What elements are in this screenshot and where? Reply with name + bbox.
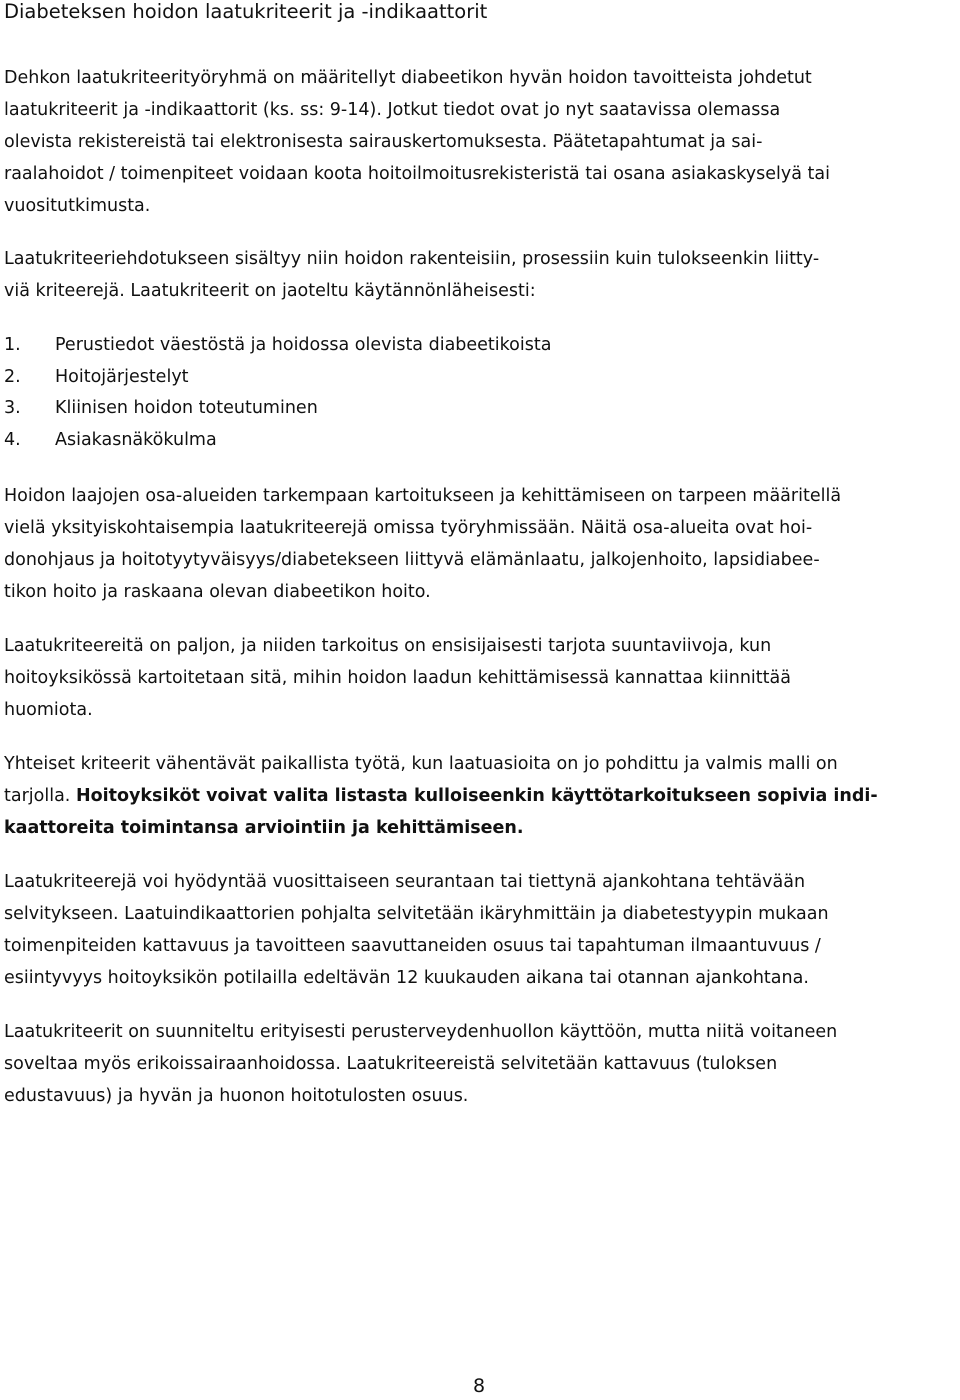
- list-item: [4, 393, 551, 425]
- text-fragment: tarjolla.: [4, 786, 76, 806]
- text-line: Yhteiset kriteerit vähentävät paikallista työtä, kun laatuasioita on jo pohdittu ja valmis malli on: [4, 754, 838, 774]
- text-line: Hoidon laajojen osa-alueiden tarkempaan kartoitukseen ja kehittämiseen on tarpeen määritellä: [4, 486, 842, 506]
- list-number: 2.: [4, 366, 21, 387]
- usage-paragraph: [4, 866, 958, 994]
- text-line: edustavuus) ja hyvän ja huonon hoitotulosten osuus.: [4, 1086, 469, 1106]
- text-line: raalahoidot / toimenpiteet voidaan koota hoitoilmoitusrekisteristä tai osana asiakaskyselyä tai: [4, 164, 830, 184]
- text-line: tikon hoito ja raskaana olevan diabeetikon hoito.: [4, 582, 431, 602]
- text-line: toimenpiteiden kattavuus ja tavoitteen saavuttaneiden osuus tai tapahtuman ilmaantuvuus /: [4, 936, 821, 956]
- emphasized-text: Hoitoyksiköt voivat valita listasta kulloiseenkin käyttötarkoitukseen sopivia indi-: [75, 786, 878, 806]
- list-number: 1.: [4, 335, 21, 355]
- text-line: Laatukriteerit on suunniteltu erityisesti perusterveydenhuollon käyttöön, mutta niitä voitaneen: [4, 1022, 838, 1042]
- list-item-text: Asiakasnäkökulma: [55, 429, 217, 450]
- text-line: Dehkon laatukriteerityöryhmä on määritellyt diabeetikon hyvän hoidon tavoitteista johdetut: [4, 68, 812, 88]
- page-number: 8: [473, 1375, 486, 1397]
- criteria-intro-paragraph: [4, 243, 958, 307]
- intro-paragraph: [4, 62, 958, 222]
- text-line: Laatukriteereitä on paljon, ja niiden tarkoitus on ensisijaisesti tarjota suuntaviivoja, kun: [4, 636, 772, 656]
- text-line: esiintyvyys hoitoyksikön potilailla edeltävän 12 kuukauden aikana tai otannan ajankohtana.: [4, 968, 809, 988]
- text-line: Laatukriteerejä voi hyödyntää vuosittaiseen seurantaan tai tiettynä ajankohtana tehtävään: [4, 872, 806, 892]
- emphasized-text: kaattoreita toimintansa arviointiin ja kehittämiseen.: [4, 818, 524, 838]
- purpose-paragraph: [4, 630, 958, 726]
- text-line: hoitoyksikössä kartoitetaan sitä, mihin hoidon laadun kehittämisessä kannattaa kiinnittää: [4, 668, 791, 688]
- text-line: viä kriteerejä. Laatukriteerit on jaoteltu käytännönläheisesti:: [4, 281, 536, 301]
- common-criteria-paragraph: [4, 748, 958, 844]
- list-item-text: Perustiedot väestöstä ja hoidossa olevista diabeetikoista: [55, 335, 552, 355]
- list-item: [4, 425, 551, 457]
- text-line: laatukriteerit ja -indikaattorit (ks. ss: 9-14). Jotkut tiedot ovat jo nyt saatavissa olemassa: [4, 100, 781, 120]
- list-item: [4, 330, 551, 362]
- design-paragraph: [4, 1016, 958, 1112]
- text-line: donohjaus ja hoitotyytyväisyys/diabetekseen liittyvä elämänlaatu, jalkojenhoito, lapsidiabee-: [4, 550, 820, 570]
- text-line: huomiota.: [4, 700, 93, 720]
- list-number: 3.: [4, 398, 21, 418]
- text-line: [4, 780, 958, 812]
- text-line: vielä yksityiskohtaisempia laatukriteerejä omissa työryhmissään. Näitä osa-alueita ovat hoi-: [4, 518, 813, 538]
- list-item-text: Kliinisen hoidon toteutuminen: [55, 398, 318, 418]
- text-line: soveltaa myös erikoissairaanhoidossa. Laatukriteereistä selvitetään kattavuus (tuloksen: [4, 1054, 778, 1074]
- areas-paragraph: [4, 480, 958, 608]
- list-number: 4.: [4, 429, 21, 450]
- text-line: Laatukriteeriehdotukseen sisältyy niin hoidon rakenteisiin, prosessiin kuin tulokseenkin liitty-: [4, 249, 820, 269]
- text-line: selvitykseen. Laatuindikaattorien pohjalta selvitetään ikäryhmittäin ja diabetestyypin mukaan: [4, 904, 829, 924]
- criteria-list: [4, 330, 551, 456]
- list-item: [4, 362, 551, 394]
- list-item-text: Hoitojärjestelyt: [55, 366, 189, 387]
- page-title: Diabeteksen hoidon laatukriteerit ja -indikaattorit: [4, 0, 488, 23]
- text-line: olevista rekistereistä tai elektronisesta sairauskertomuksesta. Päätetapahtumat ja sai-: [4, 132, 763, 152]
- text-line: vuositutkimusta.: [4, 196, 151, 216]
